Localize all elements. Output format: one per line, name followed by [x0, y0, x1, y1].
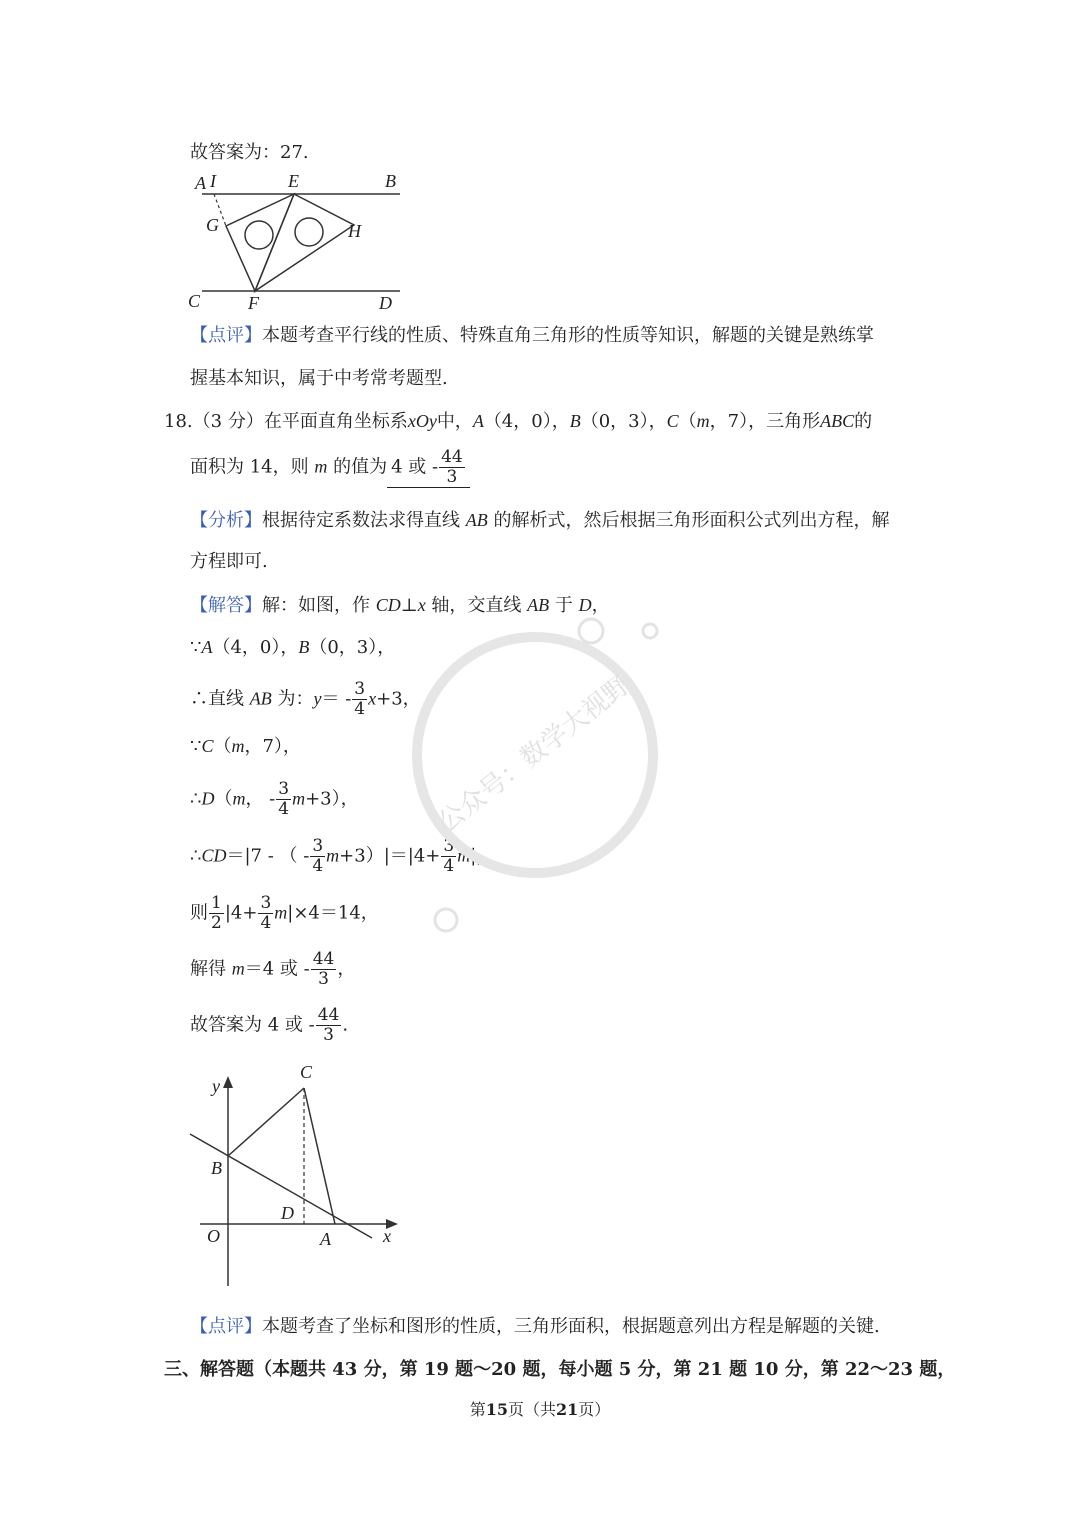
segment-bc: [228, 1088, 304, 1156]
label-x: x: [383, 1226, 391, 1246]
q18-solution-line1: 【解答】解：如图，作 CD⊥x 轴，交直线 AB 于 D，: [190, 595, 610, 616]
label-d: D: [281, 1203, 294, 1223]
label-b: B: [385, 171, 396, 191]
label-d: D: [379, 293, 392, 313]
watermark-dot-2: [643, 624, 657, 638]
q17-answer: 故答案为：27.: [190, 142, 309, 163]
q18-stem-line1: 18.（3 分）在平面直角坐标系xOy中，A（4，0），B（0，3），C（m，7），三角形ABC的: [164, 411, 873, 432]
q18-final-answer: 故答案为 4 或 - $\frac{44}{3}$ .: [190, 1005, 349, 1045]
label-b: B: [211, 1158, 222, 1178]
label-c: C: [188, 291, 201, 311]
circle-left: [245, 221, 273, 249]
label-h: H: [348, 221, 361, 241]
triangle-efg: [226, 194, 294, 291]
q18-analysis-line1: 【分析】根据待定系数法求得直线 AB 的解析式，然后根据三角形面积公式列出方程，解: [190, 510, 890, 531]
q18-figure: [180, 1058, 410, 1293]
q18-step-d: ∴D（m， - $\frac{3}{4}$ m+3），: [190, 779, 359, 819]
comment-tag: 【点评】: [190, 325, 262, 346]
section-3-heading: 三、解答题（本题共 43 分，第 19 题～20 题，每小题 5 分，第 21 题 10 分，第 22～23 题，: [164, 1359, 956, 1380]
label-i: I: [210, 171, 216, 191]
label-f: F: [248, 293, 259, 313]
q18-step-line-ab: ∴直线 AB 为：y＝ - $\frac{3}{4}$ x+3，: [190, 679, 421, 719]
label-a: A: [195, 173, 206, 193]
watermark-text: 公众号：数学大视野: [432, 670, 636, 839]
q17-comment-line2: 握基本知识，属于中考常考题型.: [190, 368, 448, 389]
q18-step-cd: ∴CD＝|7 - （ - $\frac{3}{4}$ m+3）|＝|4+ $\frac{3}{4}$ m|，: [190, 836, 495, 876]
q18-step-ab-coords: ∵A（4，0），B（0，3），: [190, 637, 396, 658]
label-o: O: [207, 1226, 220, 1246]
watermark: [405, 610, 665, 940]
q17-comment-line1: 【点评】本题考查平行线的性质、特殊直角三角形的性质等知识，解题的关键是熟练掌: [190, 325, 874, 346]
watermark-dot-3: [435, 909, 457, 931]
q18-comment: 【点评】本题考查了坐标和图形的性质，三角形面积，根据题意列出方程是解题的关键.: [190, 1316, 880, 1337]
answer-blank: 4 或 - $\frac{44}{3}$: [387, 448, 470, 488]
circle-right: [295, 218, 323, 246]
page-footer: 第15页（共21页）: [469, 1400, 611, 1419]
y-axis-arrow: [223, 1076, 233, 1088]
watermark-dot-1: [579, 619, 603, 643]
q18-stem-line2: 面积为 14，则 m 的值为 4 或 - $\frac{44}{3}$: [190, 448, 470, 488]
label-e: E: [288, 171, 299, 191]
q18-step-equation: 则 $\frac{1}{2}$ |4+ $\frac{3}{4}$ m|×4＝14，: [190, 893, 379, 933]
label-g: G: [206, 215, 219, 235]
label-a: A: [320, 1229, 331, 1249]
q18-analysis-line2: 方程即可.: [190, 551, 268, 572]
label-c: C: [300, 1062, 313, 1082]
label-y: y: [212, 1076, 220, 1096]
segment-ca: [304, 1088, 335, 1224]
triangle-efh: [255, 194, 354, 291]
q18-step-c: ∵C（m，7），: [190, 736, 301, 757]
q17-figure: [188, 170, 418, 315]
q18-step-solve: 解得 m＝4 或 - $\frac{44}{3}$ ，: [190, 949, 356, 989]
